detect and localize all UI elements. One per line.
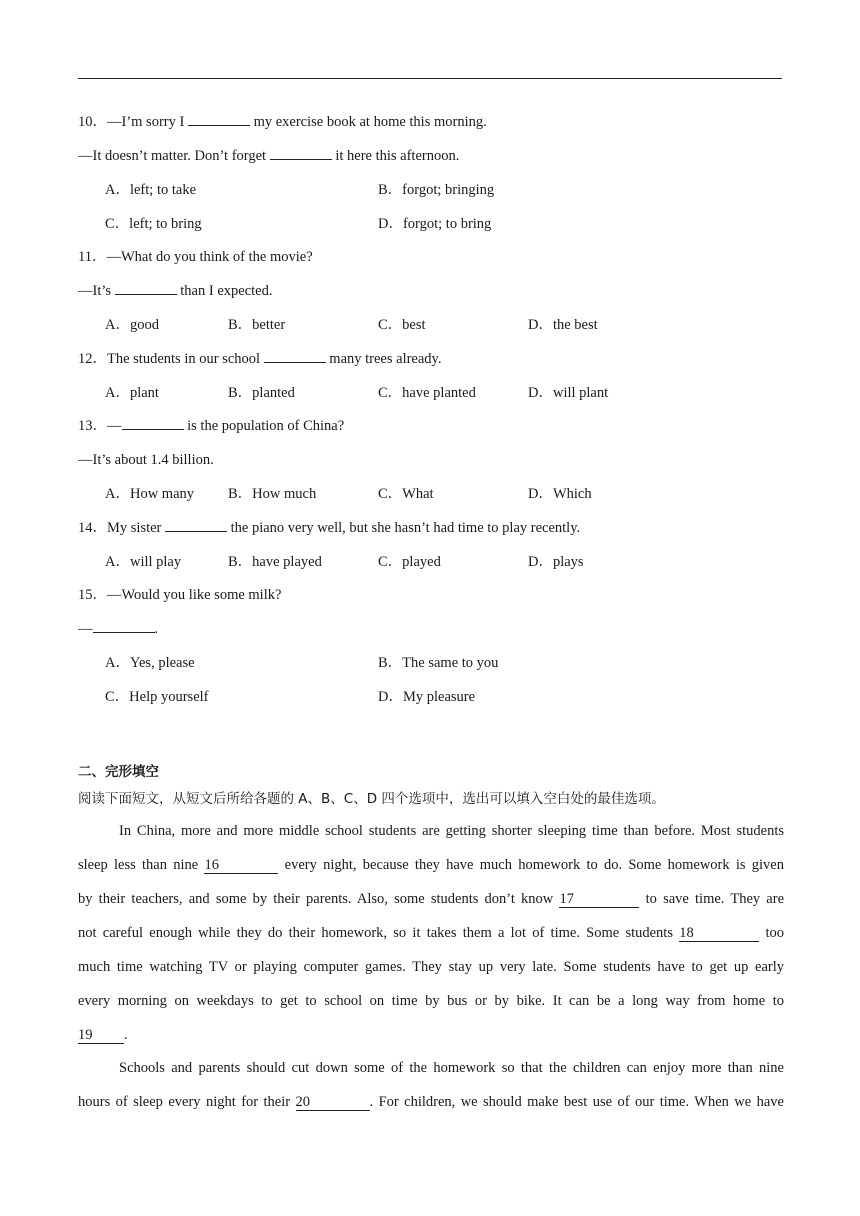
question-10-reply: —It doesn’t matter. Don’t forget it here this afternoon. <box>78 148 460 164</box>
question-13-option-d: D．Which <box>528 486 592 502</box>
blank-17: 17 <box>559 891 639 908</box>
passage-line: much time watching TV or playing computer games. They stay up very late. Some students have to get up early <box>78 959 784 975</box>
passage-line: Schools and parents should cut down some of the homework so that the children can enjoy more than nine <box>119 1060 784 1076</box>
question-11-option-a: A．good <box>105 317 159 333</box>
answer-blank <box>264 349 326 363</box>
question-11-stem: 11．—What do you think of the movie? <box>78 249 313 265</box>
passage-line: every morning on weekdays to get to school on time by bus or by bike. It can be a long way from home to <box>78 993 784 1009</box>
answer-blank <box>270 146 332 160</box>
passage-line: hours of sleep every night for their 20 . For children, we should make best use of our time. When we have <box>78 1094 784 1110</box>
section-title: 二、完形填空 <box>78 764 159 780</box>
question-15-option-c: C．Help yourself <box>105 689 209 705</box>
question-12-stem: 12．The students in our school many trees already. <box>78 351 442 367</box>
passage-line: In China, more and more middle school students are getting shorter sleeping time than before. Most students <box>119 823 784 839</box>
question-12-option-c: C．have planted <box>378 385 476 401</box>
question-14-option-c: C．played <box>378 554 441 570</box>
question-10-option-d: D．forgot; to bring <box>378 216 492 232</box>
passage-line: 19 . <box>78 1027 128 1043</box>
question-12-option-b: B．planted <box>228 385 295 401</box>
question-11-option-c: C．best <box>378 317 426 333</box>
question-14-option-b: B．have played <box>228 554 322 570</box>
answer-blank <box>188 112 250 126</box>
blank-20: 20 <box>296 1094 370 1111</box>
question-14-option-d: D．plays <box>528 554 584 570</box>
answer-blank <box>165 518 227 532</box>
question-13-reply: —It’s about 1.4 billion. <box>78 452 214 468</box>
question-15-stem: 15．—Would you like some milk? <box>78 587 282 603</box>
question-11-option-b: B．better <box>228 317 286 333</box>
question-15-reply: — . <box>78 621 159 637</box>
question-13-option-c: C．What <box>378 486 434 502</box>
blank-18: 18 <box>679 925 759 942</box>
question-12-option-a: A．plant <box>105 385 159 401</box>
question-10-stem: 10．—I’m sorry I my exercise book at home this morning. <box>78 114 487 130</box>
blank-16: 16 <box>204 857 278 874</box>
passage-line: not careful enough while they do their homework, so it takes them a lot of time. Some students 18 too <box>78 925 785 941</box>
header-rule <box>78 78 782 79</box>
question-15-option-d: D．My pleasure <box>378 689 476 705</box>
question-10-option-b: B．forgot; bringing <box>378 182 495 198</box>
passage-line: sleep less than nine 16 every night, because they have much homework to do. Some homework is given <box>78 857 784 873</box>
question-10-option-c: C．left; to bring <box>105 216 202 232</box>
passage-paragraph-2 <box>78 1051 784 1119</box>
question-11-option-d: D．the best <box>528 317 598 333</box>
answer-blank <box>93 619 155 633</box>
passage-paragraph-1 <box>78 814 784 1052</box>
question-13-option-a: A．How many <box>105 486 195 502</box>
section-instruction: 阅读下面短文，从短文后所给各题的 A、B、C、D 四个选项中，选出可以填入空白处的最佳选项。 <box>78 791 665 807</box>
question-13-stem: 13．— is the population of China? <box>78 418 345 434</box>
question-11-reply: —It’s than I expected. <box>78 283 273 299</box>
question-10-option-a: A．left; to take <box>105 182 197 198</box>
blank-19: 19 <box>78 1027 124 1044</box>
passage-line: by their teachers, and some by their parents. Also, some students don’t know 17 to save time. They are <box>78 891 784 907</box>
answer-blank <box>122 416 184 430</box>
question-12-option-d: D．will plant <box>528 385 609 401</box>
question-15-option-a: A．Yes, please <box>105 655 195 671</box>
answer-blank <box>115 281 177 295</box>
question-14-stem: 14．My sister the piano very well, but she hasn’t had time to play recently. <box>78 520 581 536</box>
question-13-option-b: B．How much <box>228 486 317 502</box>
question-14-option-a: A．will play <box>105 554 182 570</box>
question-15-option-b: B．The same to you <box>378 655 499 671</box>
